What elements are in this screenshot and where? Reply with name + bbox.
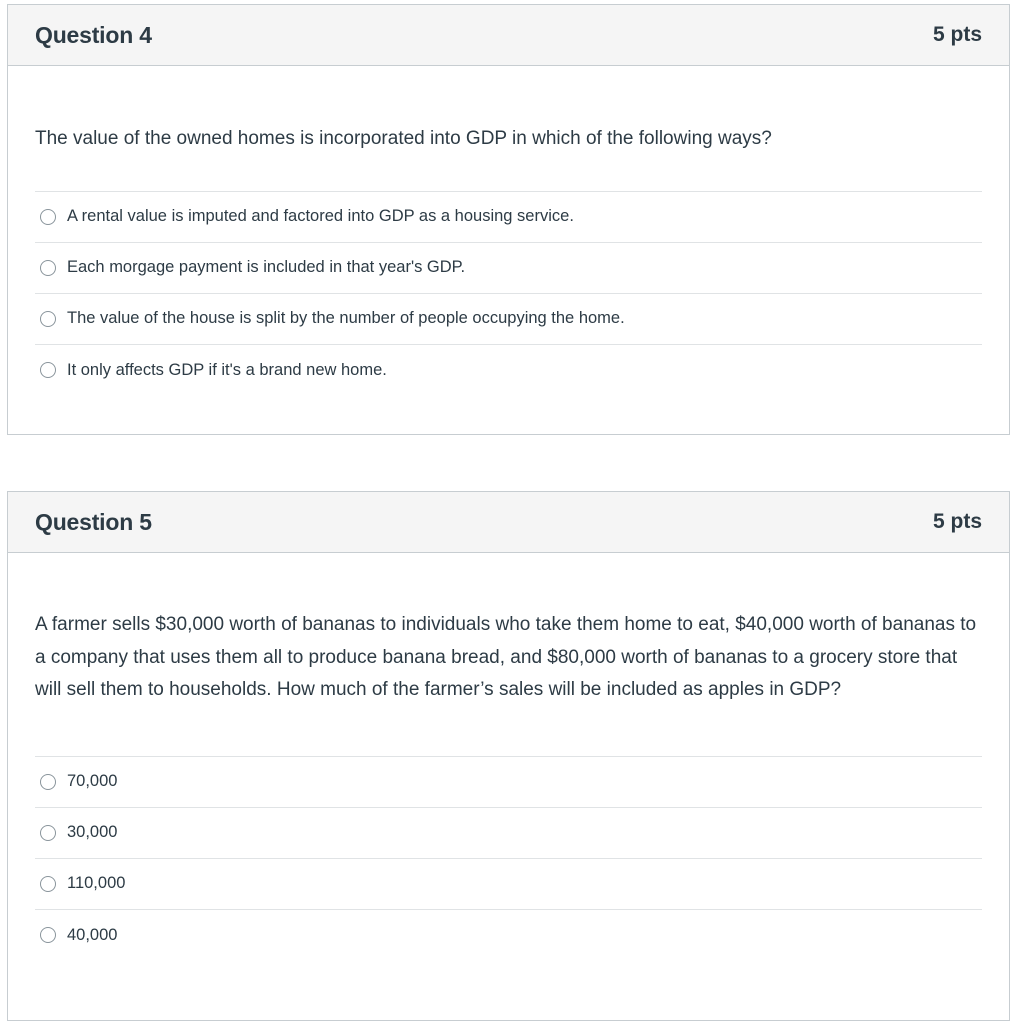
answer-option[interactable] <box>35 859 982 910</box>
answer-label[interactable]: 110,000 <box>67 874 126 892</box>
answer-option[interactable] <box>35 243 982 294</box>
question-title: Question 4 <box>35 21 152 48</box>
radio-button[interactable] <box>40 825 56 841</box>
question-5-header <box>8 492 1009 553</box>
radio-button[interactable] <box>40 209 56 225</box>
question-4-header <box>8 5 1009 66</box>
question-5-body <box>8 609 1009 961</box>
answer-option[interactable] <box>35 808 982 859</box>
answer-option[interactable] <box>35 910 982 961</box>
answer-label[interactable]: 40,000 <box>67 925 118 944</box>
question-text: The value of the owned homes is incorporated into GDP in which of the following ways? <box>35 128 772 149</box>
radio-button[interactable] <box>40 774 56 790</box>
answer-label[interactable]: The value of the house is split by the number of people occupying the home. <box>67 309 625 327</box>
question-title: Question 5 <box>35 508 152 535</box>
radio-button[interactable] <box>40 311 56 327</box>
radio-button[interactable] <box>40 876 56 892</box>
answer-option[interactable] <box>35 757 982 808</box>
answer-label[interactable]: Each morgage payment is included in that year's GDP. <box>67 258 466 276</box>
answer-list <box>35 756 982 961</box>
question-4-card <box>7 4 1010 435</box>
answer-label[interactable]: 30,000 <box>67 823 118 841</box>
question-text: A farmer sells $30,000 worth of bananas to individuals who take them home to eat, $40,000 worth of bananas to a company that uses them all to produce banana bread, and $80,000 worth of bananas to a grocery store that will sell them to households. How much of the farmer’s sales will be included as apples in GDP? <box>35 614 977 700</box>
question-5-card <box>7 491 1010 1021</box>
answer-option[interactable] <box>35 345 982 396</box>
radio-button[interactable] <box>40 927 56 943</box>
question-points: 5 pts <box>932 510 982 533</box>
radio-button[interactable] <box>40 260 56 276</box>
answer-option[interactable] <box>35 192 982 243</box>
radio-button[interactable] <box>40 362 56 378</box>
answer-label[interactable]: It only affects GDP if it's a brand new home. <box>67 360 387 379</box>
answer-option[interactable] <box>35 294 982 345</box>
answer-label[interactable]: A rental value is imputed and factored into GDP as a housing service. <box>67 207 574 225</box>
question-4-body <box>8 123 1009 396</box>
answer-list <box>35 191 982 396</box>
question-points: 5 pts <box>932 23 982 46</box>
answer-label[interactable]: 70,000 <box>67 772 118 790</box>
